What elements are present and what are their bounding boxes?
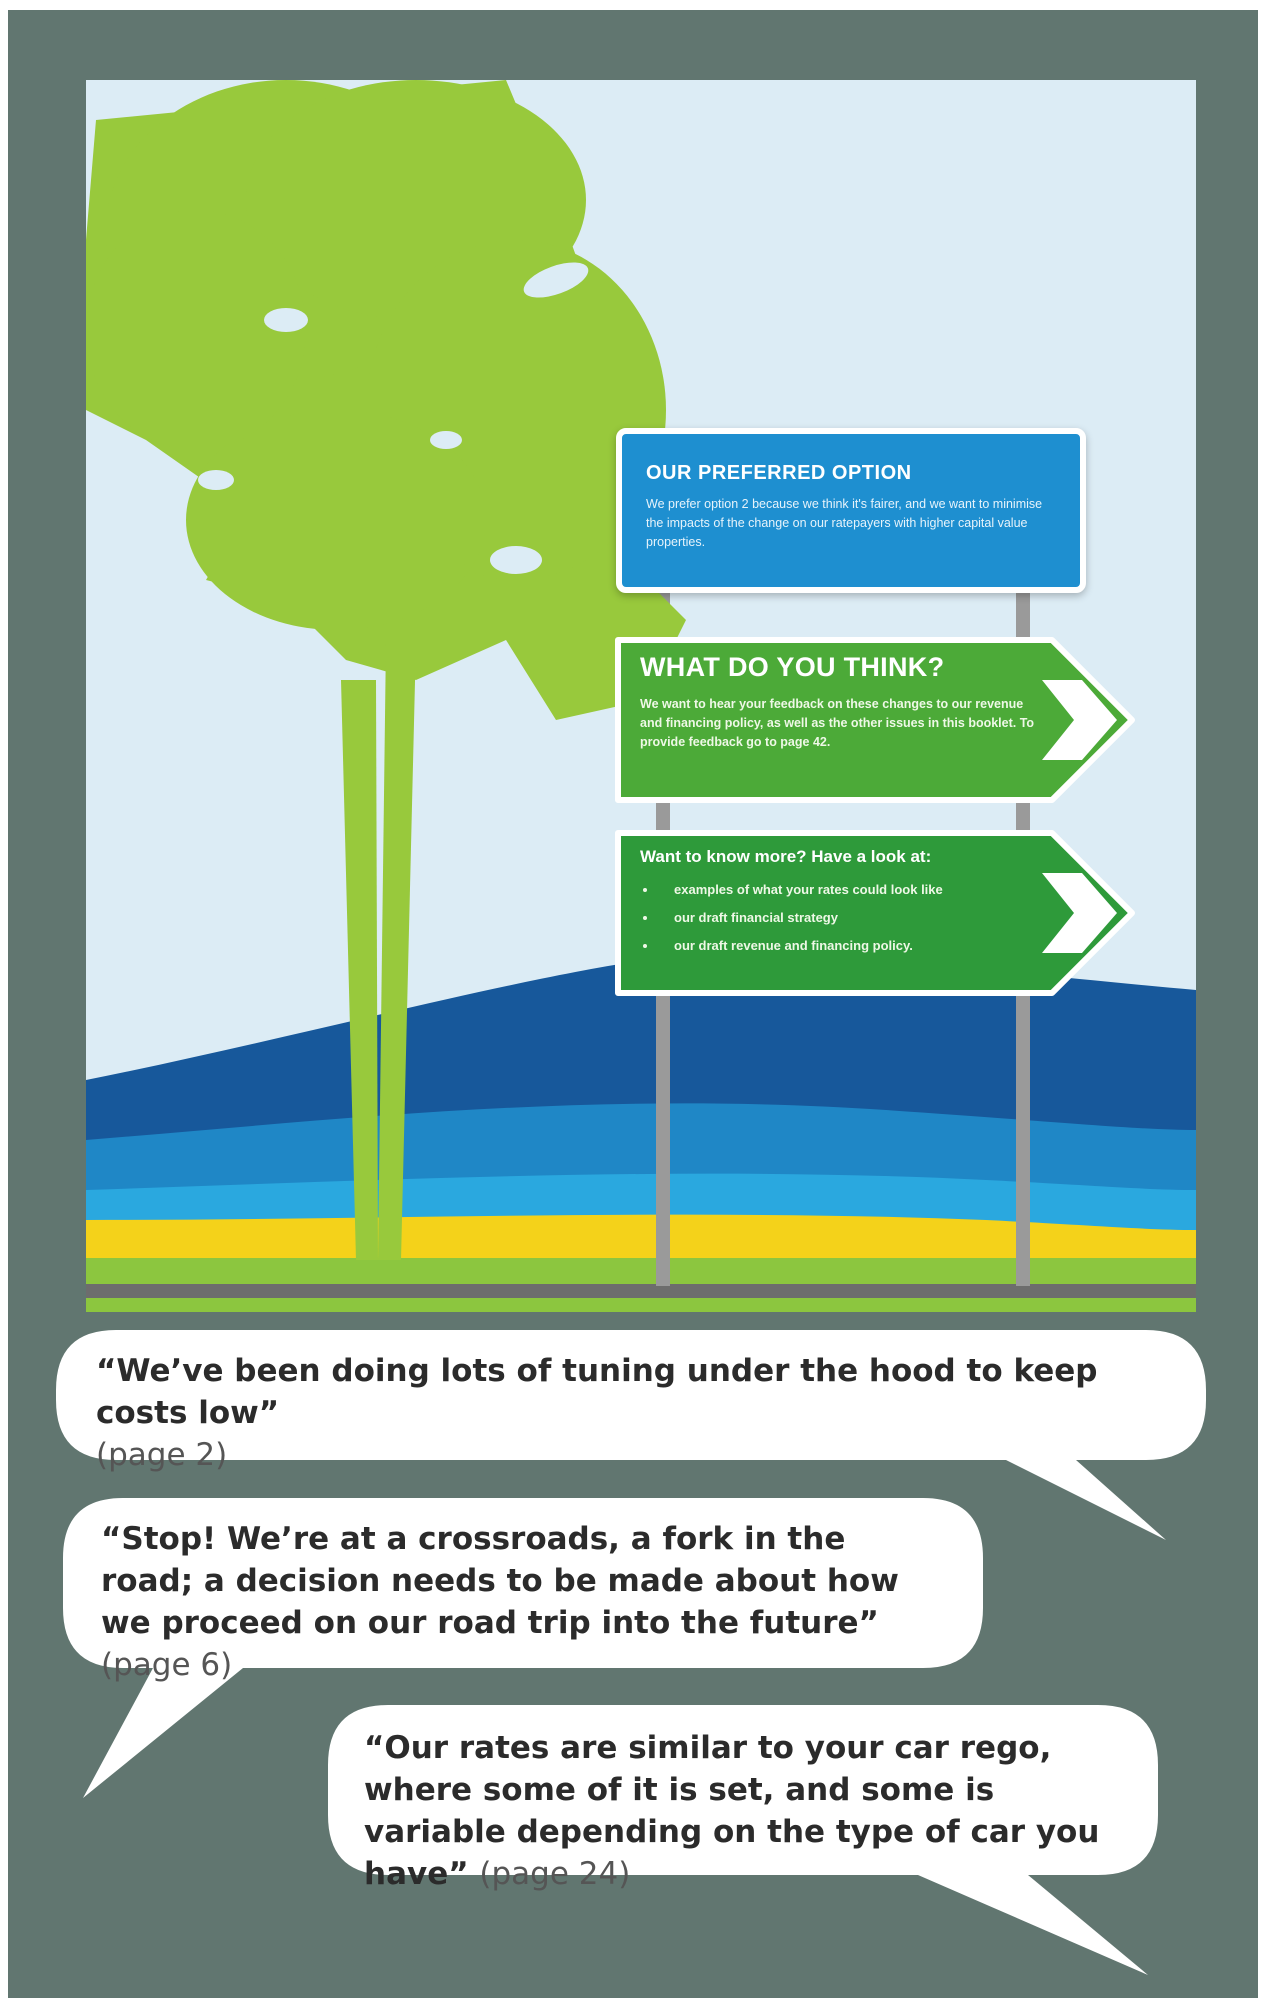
quote-bubble-3 bbox=[328, 1705, 1158, 1990]
preferred-option-sign bbox=[616, 428, 1086, 593]
page-frame bbox=[8, 10, 1258, 1998]
want-to-know-more-heading: Want to know more? Have a look at: bbox=[640, 847, 932, 866]
road bbox=[86, 1284, 1196, 1298]
quote-page: (page 2) bbox=[96, 1437, 228, 1473]
quote-text: “Our rates are similar to your car rego, where some of it is set, and some is variable depending on the type of car you have” bbox=[364, 1730, 1100, 1892]
quote-page: (page 6) bbox=[101, 1647, 233, 1683]
list-item: • our draft financial strategy bbox=[658, 907, 1060, 929]
list-item: • our draft revenue and financing policy. bbox=[658, 935, 1060, 957]
quote-text: “We’ve been doing lots of tuning under the hood to keep costs low” bbox=[96, 1353, 1098, 1431]
list-item: • examples of what your rates could look like bbox=[658, 879, 1060, 901]
preferred-option-text: We prefer option 2 because we think it's fairer, and we want to minimise the impacts of the change on our ratepayers with higher capital value properties. bbox=[646, 497, 1043, 549]
quote-text: “Stop! We’re at a crossroads, a fork in the road; a decision needs to be made about how we proceed on our road trip into the future” bbox=[101, 1521, 899, 1641]
road-edge bbox=[86, 1298, 1196, 1312]
want-to-know-more-list bbox=[640, 879, 1060, 957]
preferred-option-heading: OUR PREFERRED OPTION bbox=[646, 462, 912, 484]
illustration bbox=[86, 80, 1196, 1312]
want-to-know-more-sign bbox=[612, 825, 1142, 1000]
what-do-you-think-sign bbox=[612, 632, 1142, 807]
quote-page: (page 24) bbox=[479, 1856, 631, 1892]
tree-canopy bbox=[86, 80, 686, 720]
what-do-you-think-heading: WHAT DO YOU THINK? bbox=[640, 652, 945, 682]
what-do-you-think-text: We want to hear your feedback on these changes to our revenue and financing policy, as well as the other issues in this booklet. To provide feedback go to page 42. bbox=[640, 697, 1035, 749]
